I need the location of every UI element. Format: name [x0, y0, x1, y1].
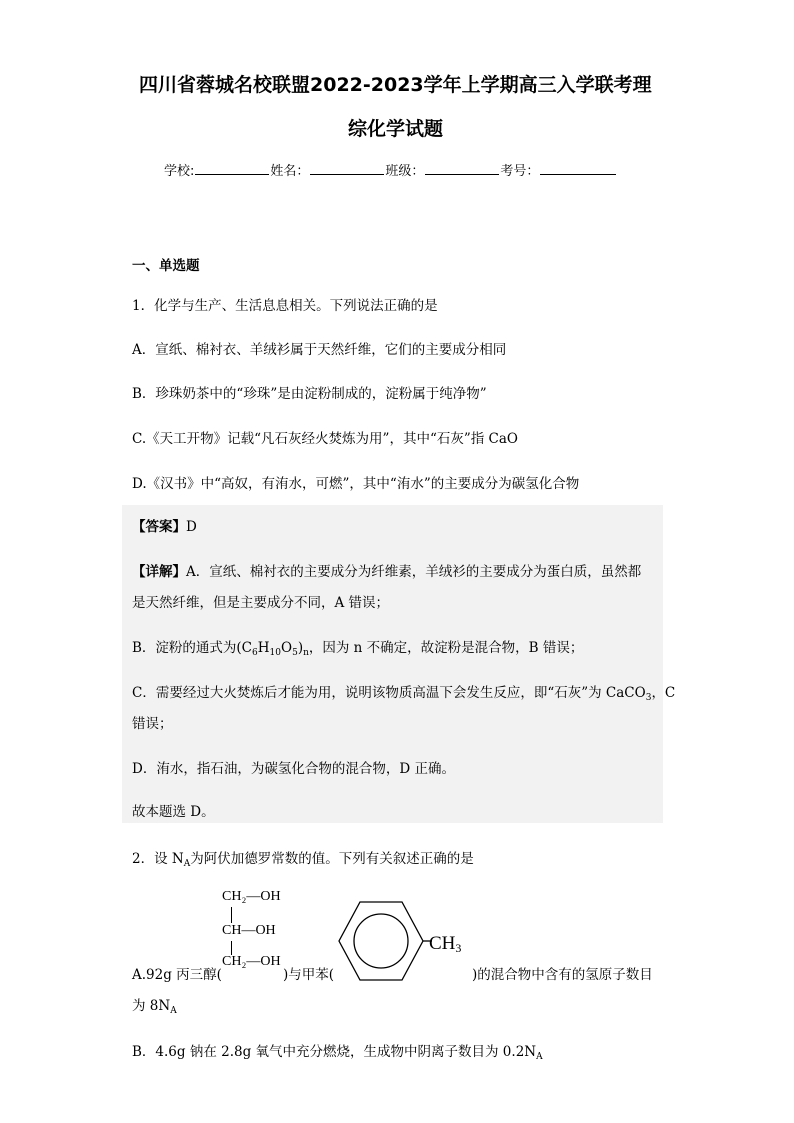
q1-detail-b: [132, 636, 583, 656]
q2-b-sub: A: [536, 1052, 543, 1062]
q2-a-line2-sub: A: [170, 1006, 177, 1016]
q1-stem: 1．化学与生产、生活息息相关。下列说法正确的是: [132, 298, 438, 314]
section-heading: 一、单选题: [132, 258, 200, 274]
q2-option-a-post: )的混合物中含有的氢原子数目: [472, 967, 653, 983]
methyl-text: CH: [429, 933, 456, 954]
toluene-methyl: [429, 933, 461, 955]
detail-label: 【详解】: [132, 564, 186, 580]
name-blank[interactable]: [310, 173, 384, 175]
answer-value: D: [186, 519, 197, 535]
class-blank[interactable]: [425, 173, 499, 175]
q1-conclusion: 故本题选 D。: [132, 804, 215, 820]
q1-option-d: D.《汉书》中“高奴，有洧水，可燃”，其中“洧水”的主要成分为碳氢化合物: [132, 476, 580, 492]
glycerol-bond-2: [231, 941, 232, 955]
detail-c-pre: C．需要经过大火焚炼后才能为用，说明该物质高温下会发生反应，即“石灰”为 CaCO: [132, 685, 646, 701]
q2-option-a-mid: )与甲苯(: [283, 967, 335, 983]
detail-b-mid2: O: [281, 640, 293, 656]
q1-detail-c-1: [132, 681, 675, 701]
glycerol-row-3: CH₂—OH: [222, 954, 281, 969]
q2-option-b: [132, 1040, 543, 1060]
detail-b-sub2: 10: [269, 648, 281, 658]
detail-b-pre: B．淀粉的通式为(C: [132, 640, 253, 656]
glycerol-row-2: CH—OH: [222, 923, 276, 938]
q2-stem: [132, 847, 474, 867]
detail-b-sub3: 5: [292, 648, 298, 658]
q2-option-a-pre: A.92g 丙三醇(: [132, 967, 222, 983]
q1-option-a: A．宣纸、棉衬衣、羊绒衫属于天然纤维，它们的主要成分相同: [132, 342, 507, 358]
q2-stem-pre: 2．设 N: [132, 851, 184, 867]
detail-a-text: A．宣纸、棉衬衣的主要成分为纤维素，羊绒衫的主要成分为蛋白质，虽然都: [186, 564, 642, 580]
methyl-sub: 3: [455, 941, 462, 955]
exam-no-label: 考号：: [500, 164, 540, 179]
detail-b-mid1: H: [257, 640, 270, 656]
q1-detail-c-2: 错误；: [132, 716, 173, 732]
detail-b-post: ，因为 n 不确定，故淀粉是混合物，B 错误；: [308, 640, 584, 656]
q1-detail-a-2: 是天然纤维，但是主要成分不同，A 错误；: [132, 595, 390, 611]
answer-label: 【答案】: [132, 519, 186, 535]
q1-option-b: B．珍珠奶茶中的“珍珠”是由淀粉制成的，淀粉属于纯净物”: [132, 386, 487, 402]
q2-stem-post: 为阿伏加德罗常数的值。下列有关叙述正确的是: [190, 851, 474, 867]
title-line-2: 综化学试题: [348, 118, 444, 140]
detail-b-sub4: n: [303, 648, 309, 658]
school-blank[interactable]: [195, 173, 269, 175]
detail-b-sub1: 6: [252, 648, 258, 658]
glycerol-bond-1: [231, 907, 232, 923]
detail-c-sub: 3: [645, 693, 652, 703]
school-label: 学校:: [164, 164, 195, 179]
name-label: 姓名：: [270, 164, 310, 179]
q1-detail-d: D．洧水，指石油，为碳氢化合物的混合物，D 正确。: [132, 761, 455, 777]
q2-b-pre: B．4.6g 钠在 2.8g 氧气中充分燃烧，生成物中阴离子数目为 0.2N: [132, 1044, 537, 1060]
exam-no-blank[interactable]: [540, 173, 616, 175]
q2-a-line2-pre: 为 8N: [132, 998, 171, 1014]
info-fields: [164, 160, 617, 179]
toluene-ring-diagram: [334, 900, 434, 984]
detail-b-mid3: ): [297, 640, 304, 656]
q1-answer: [132, 515, 197, 535]
class-label: 班级：: [385, 164, 425, 179]
aromatic-circle: [354, 914, 408, 968]
q1-option-c: C.《天工开物》记载“凡石灰经火焚炼为用”，其中“石灰”指 CaO: [132, 431, 518, 447]
glycerol-row-1: CH₂—OH: [222, 889, 281, 904]
q2-option-a-line2: [132, 994, 177, 1014]
title-line-1: 四川省蓉城名校联盟2022-2023学年上学期高三入学联考理: [139, 74, 652, 96]
detail-c-post: ，C: [651, 685, 676, 701]
q2-stem-sub: A: [183, 859, 191, 869]
q1-detail-a-1: [132, 560, 641, 580]
